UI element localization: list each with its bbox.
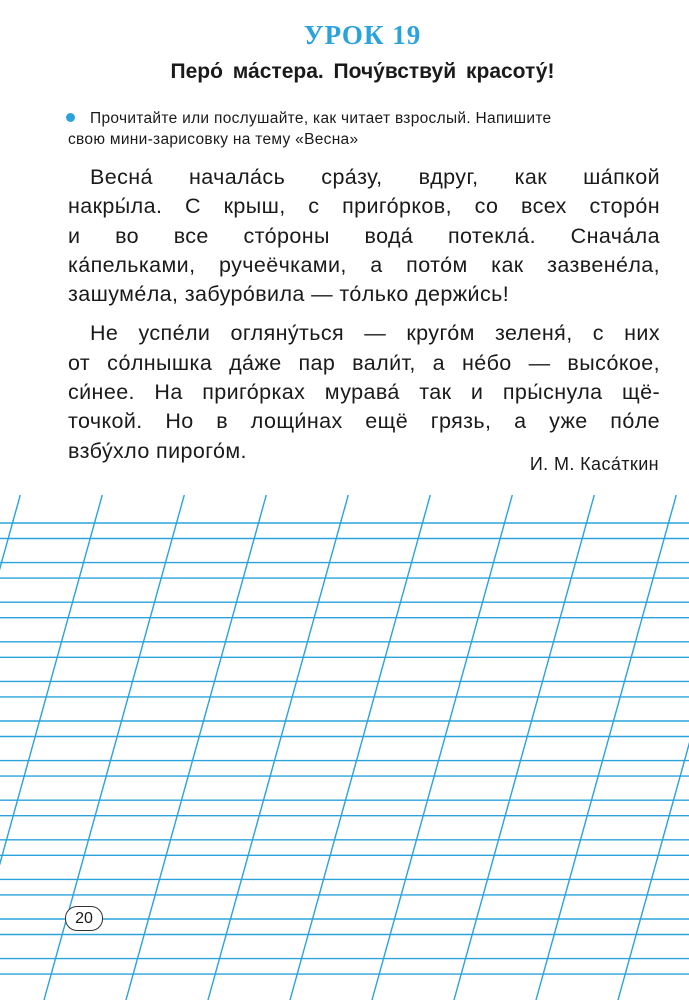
text-line: Весна́ начала́сь сра́зу, вдруг, как ша́пкой (90, 165, 660, 189)
page-number: 20 (65, 906, 103, 931)
text-line: точкой. Но в лощи́нах ещё грязь, а уже по́ле (68, 409, 660, 434)
text-line: ка́пельками, ручеёчками, а пото́м как зазвене́ла, (68, 252, 660, 277)
slant-line (44, 495, 184, 1000)
text-line: взбу́хло пирого́м. (68, 438, 247, 463)
slant-line (208, 495, 348, 1000)
text-line: и во все сто́роны вода́ потекла́. Снача́ла (68, 223, 660, 248)
slant-line (0, 495, 20, 1000)
task-line: Прочитайте или послушайте, как читает взрослый. Напишите (90, 110, 552, 127)
slant-line (454, 495, 594, 1000)
slant-line (290, 495, 430, 1000)
text-line: от со́лнышка да́же пар вали́т, а не́бо — высо́кое, (68, 350, 660, 375)
slant-line (618, 495, 689, 1000)
text-line: зашуме́ла, забуро́вила — то́лько держи́сь! (68, 282, 510, 307)
text-line: накры́ла. С крыш, с приго́рков, со всех сторо́н (68, 194, 660, 219)
slant-line (372, 495, 512, 1000)
slant-line (536, 495, 676, 1000)
slant-line (126, 495, 266, 1000)
author: И. М. Каса́ткин (529, 454, 659, 474)
text-line: Не успе́ли огляну́ться — круго́м зеленя́, с них (90, 321, 660, 346)
lesson-title: УРОК 19 (303, 20, 422, 50)
task-line: свою мини-зарисовку на тему «Весна» (68, 131, 359, 148)
text-line: си́нее. На приго́рках мурава́ так и пры́снула щё- (68, 380, 660, 405)
lesson-subtitle: Перо́ ма́стера. Почу́вствуй красоту́! (170, 60, 555, 83)
